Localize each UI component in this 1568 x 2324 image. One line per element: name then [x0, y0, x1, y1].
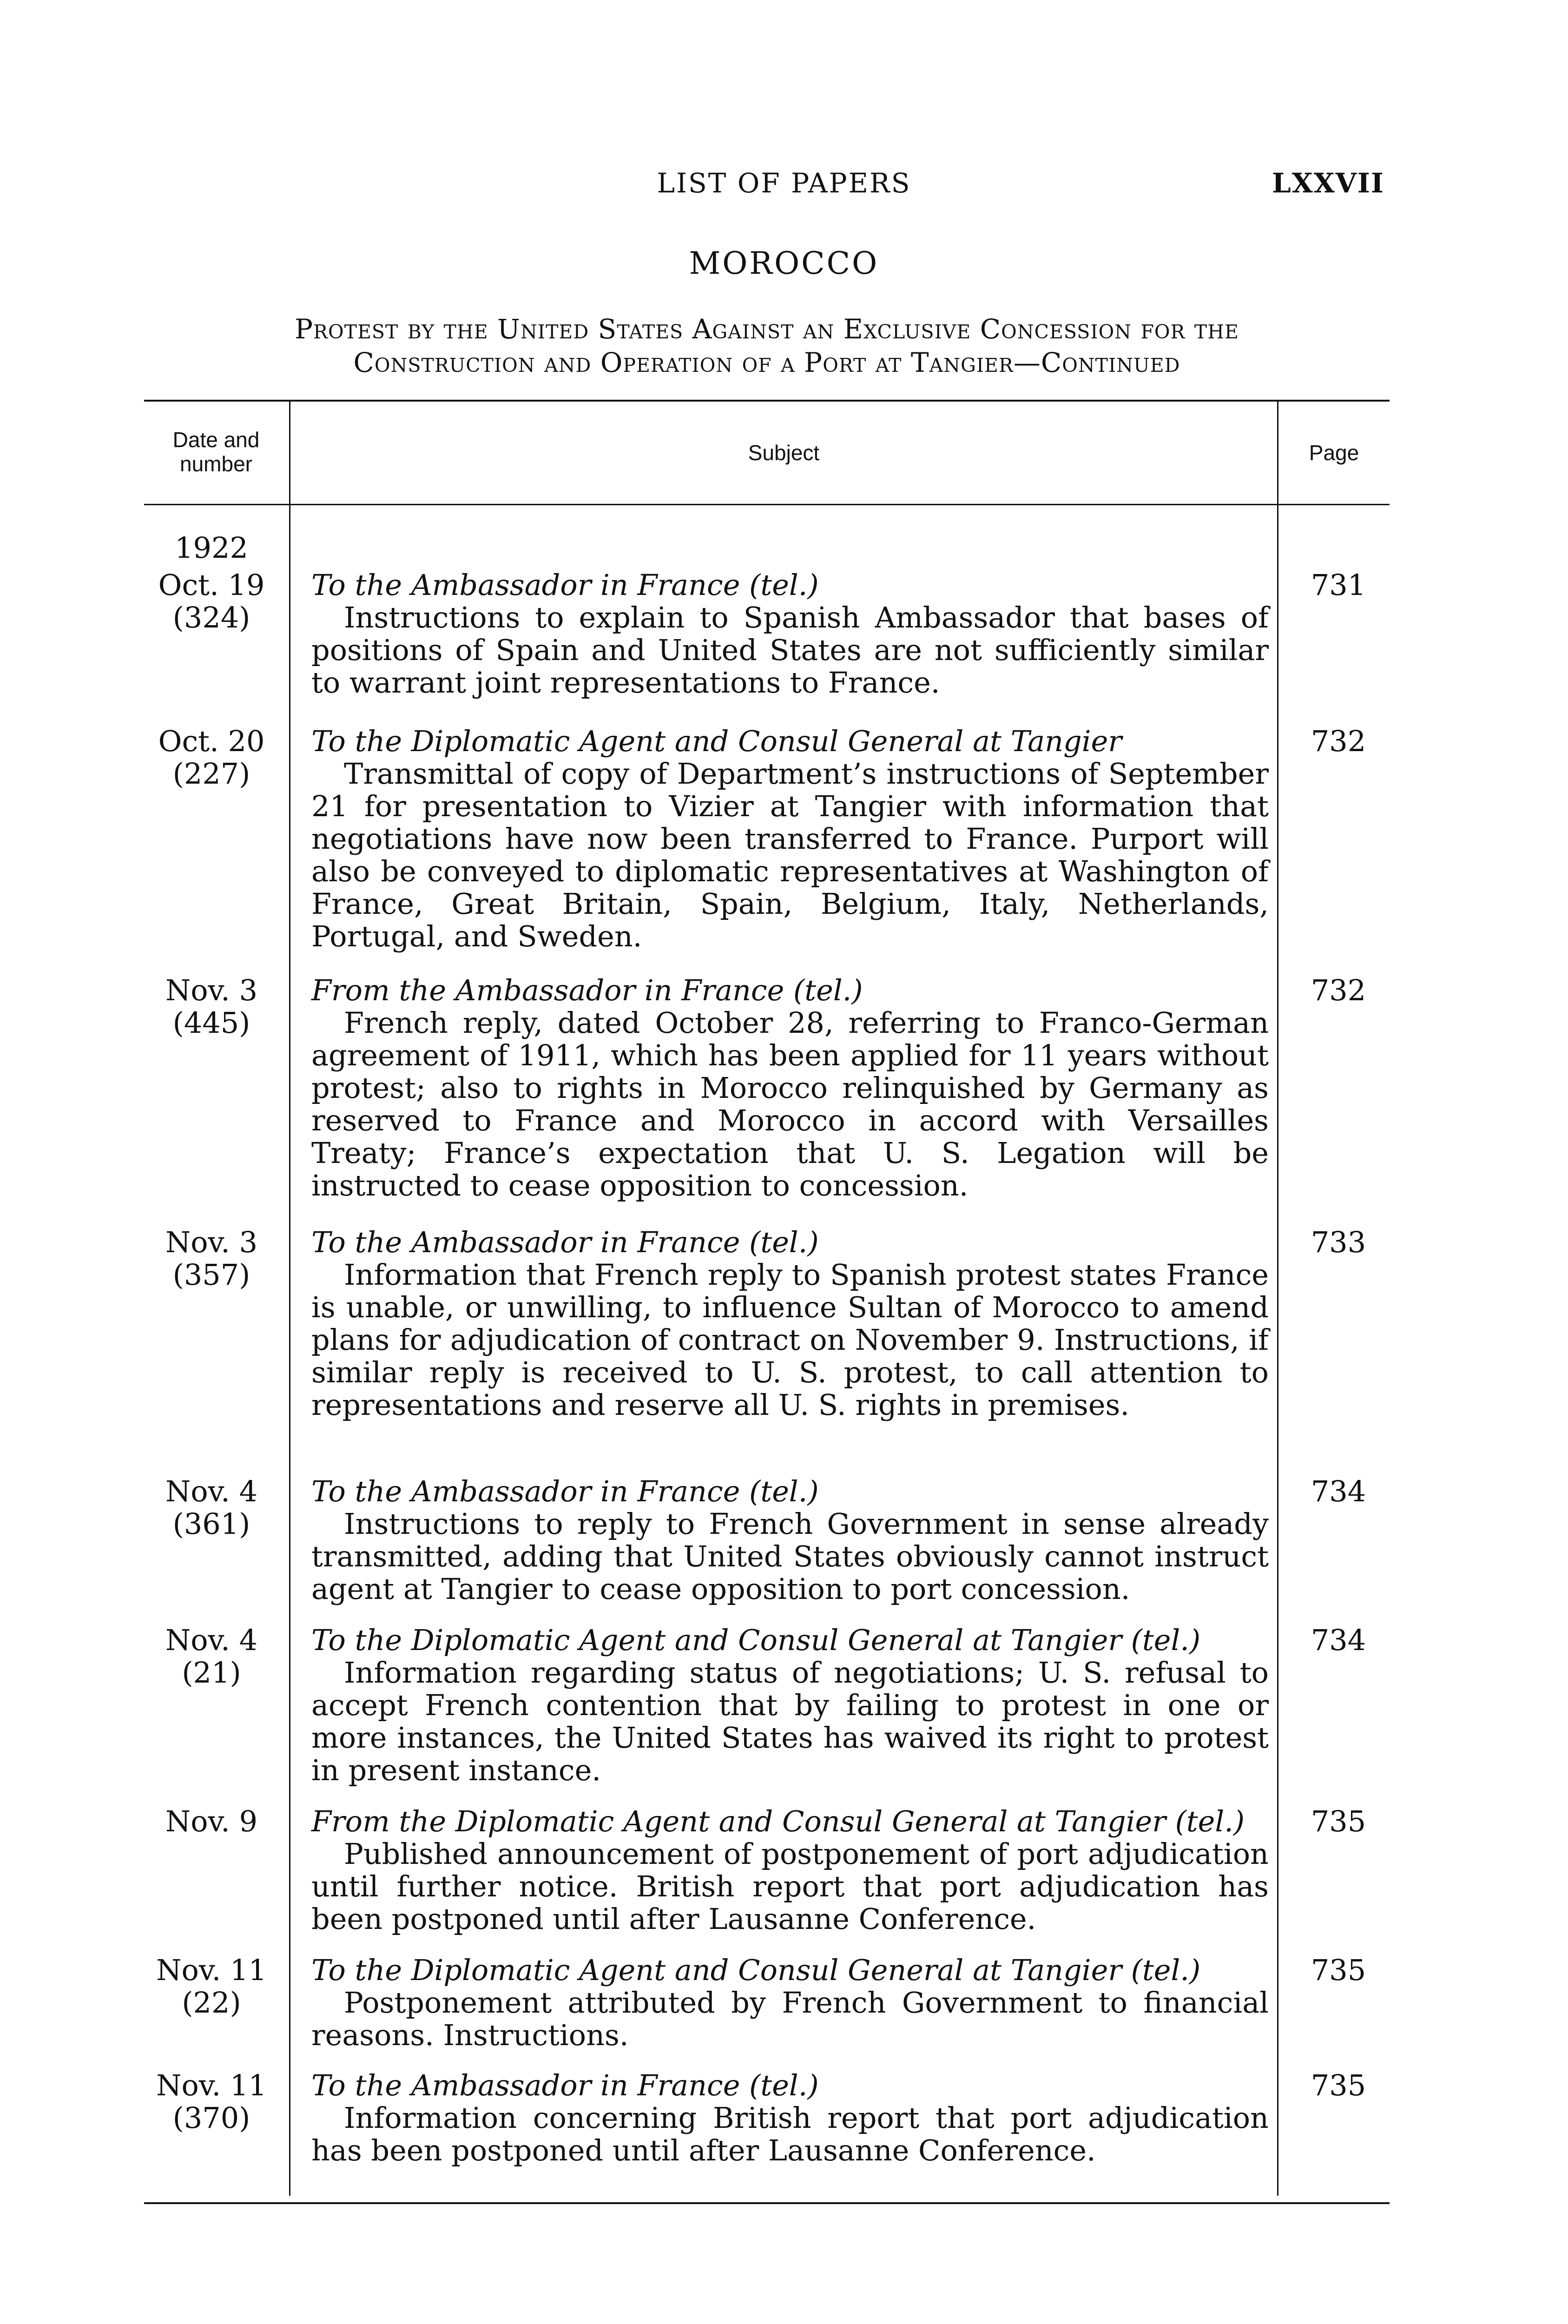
entry-date-cell: [139, 725, 283, 790]
entry-date-cell: [139, 2069, 283, 2134]
entry-date: Nov. 4: [165, 1474, 258, 1508]
entry-date: Nov. 3: [165, 1225, 258, 1259]
entry-summary: Information regarding status of negotiations; U. S. refusal to accept French contention that by failing to protest in one or more instances, the United States has waived its right to protest in present instance.: [311, 1656, 1269, 1787]
entry-addressee: To the Ambassador in France (tel.): [311, 2068, 819, 2102]
subtitle-line-2: Construction and Operation of a Port at Tangier—Continued: [353, 347, 1180, 378]
entry-subject-cell: [311, 569, 1269, 699]
column-header-date-line-2: number: [180, 452, 252, 476]
entry-date: Nov. 4: [165, 1623, 258, 1657]
entry-summary: Transmittal of copy of Department’s instructions of September 21 for presentation to Vizier at Tangier with information that negotiations have now been transferred to France. Purport will also be conveyed to diplomatic representatives at Washington of France, Great Britain, Spain, Belgium, Italy, Netherlands, Portugal, and Sweden.: [311, 757, 1269, 953]
column-header-page: Page: [1309, 441, 1359, 465]
entry-summary: Information concerning British report that port adjudication has been postponed until after Lausanne Conference.: [311, 2101, 1269, 2167]
entry-date: Nov. 11: [156, 1953, 267, 1987]
entry-page: 732: [1311, 724, 1366, 758]
entry-addressee: From the Diplomatic Agent and Consul General at Tangier (tel.): [311, 1804, 1245, 1838]
entry-date-cell: [139, 1805, 283, 1838]
entry-date-cell: [139, 1954, 283, 2019]
entry-addressee: To the Ambassador in France (tel.): [311, 1474, 819, 1508]
entry-number: (227): [172, 757, 250, 791]
entry-number: (357): [172, 1258, 250, 1292]
column-divider-right: [1277, 401, 1278, 2196]
entry-subject-cell: [311, 974, 1269, 1202]
entry-date-cell: [139, 1226, 283, 1291]
entry-subject-cell: [311, 2069, 1269, 2167]
entry-date-cell: [139, 569, 283, 634]
entry-summary: Published announcement of postponement of port adjudication until further notice. British report that port adjudication has been postponed until after Lausanne Conference.: [311, 1837, 1269, 1936]
entry-subject-cell: [311, 725, 1269, 953]
entry-number: (22): [182, 1986, 241, 2020]
entry-date: Nov. 11: [156, 2068, 267, 2102]
entry-number: (361): [172, 1507, 250, 1541]
entry-page: 735: [1311, 2068, 1366, 2102]
subsection-title: [139, 312, 1394, 379]
entry-subject-cell: [311, 1226, 1269, 1421]
section-title: MOROCCO: [689, 245, 879, 281]
entry-addressee: To the Diplomatic Agent and Consul General at Tangier (tel.): [311, 1953, 1201, 1987]
year-label: 1922: [175, 531, 248, 565]
entry-subject-cell: [311, 1954, 1269, 2052]
entry-date-cell: [139, 1475, 283, 1540]
entry-summary: French reply, dated October 28, referring to Franco-German agreement of 1911, which has been applied for 11 years without protest; also to rights in Morocco relinquished by Germany as reserved to France and Morocco in accord with Versailles Treaty; France’s expectation that U. S. Legation will be instructed to cease opposition to concession.: [311, 1006, 1269, 1202]
column-header-subject: Subject: [748, 441, 820, 465]
entry-addressee: To the Ambassador in France (tel.): [311, 1225, 819, 1259]
entry-date: Nov. 3: [165, 973, 258, 1007]
entry-summary: Instructions to explain to Spanish Ambassador that bases of positions of Spain and United States are not sufficiently similar to warrant joint representations to France.: [311, 601, 1269, 700]
table-bottom-rule: [144, 2202, 1390, 2204]
entry-page: 731: [1311, 568, 1366, 602]
column-divider-left: [289, 401, 290, 2196]
entry-page: 734: [1311, 1623, 1366, 1657]
subtitle-line-1: Protest by the United States Against an Exclusive Concession for the: [295, 313, 1239, 345]
entry-summary: Postponement attributed by French Government to financial reasons. Instructions.: [311, 1986, 1269, 2052]
entry-page: 734: [1311, 1474, 1366, 1508]
page-folio: LXXVII: [1272, 167, 1384, 199]
entry-date: Oct. 19: [158, 568, 265, 602]
entry-subject-cell: [311, 1805, 1269, 1935]
entry-subject-cell: [311, 1624, 1269, 1787]
entry-addressee: To the Diplomatic Agent and Consul General at Tangier (tel.): [311, 1623, 1201, 1657]
entry-number: (324): [172, 601, 250, 634]
column-header-date-line-1: Date and: [172, 428, 260, 452]
entry-page: 733: [1311, 1225, 1366, 1259]
table-top-rule: [144, 400, 1390, 402]
running-head: [0, 167, 1568, 209]
entry-page: 735: [1311, 1804, 1366, 1838]
entry-page: 732: [1311, 973, 1366, 1007]
header-bottom-rule: [144, 504, 1390, 505]
entry-addressee: From the Ambassador in France (tel.): [311, 973, 863, 1007]
entry-subject-cell: [311, 1475, 1269, 1605]
entry-date: Oct. 20: [158, 724, 265, 758]
entry-number: (370): [172, 2101, 250, 2135]
entry-date-cell: [139, 1624, 283, 1689]
running-title: LIST OF PAPERS: [657, 167, 911, 199]
entry-summary: Instructions to reply to French Government in sense already transmitted, adding that United States obviously cannot instruct agent at Tangier to cease opposition to port concession.: [311, 1507, 1269, 1606]
column-header-date: [144, 428, 288, 476]
entry-addressee: To the Ambassador in France (tel.): [311, 568, 819, 602]
entry-page: 735: [1311, 1953, 1366, 1987]
entry-summary: Information that French reply to Spanish protest states France is unable, or unwilling, to influence Sultan of Morocco to amend plans for adjudication of contract on November 9. Instructions, if similar reply is received to U. S. protest, to call attention to representations and reserve all U. S. rights in premises.: [311, 1258, 1269, 1422]
entry-number: (21): [182, 1656, 241, 1690]
entry-date: Nov. 9: [165, 1804, 258, 1838]
entry-addressee: To the Diplomatic Agent and Consul General at Tangier: [311, 724, 1122, 758]
entry-number: (445): [172, 1006, 250, 1040]
entry-date-cell: [139, 974, 283, 1039]
